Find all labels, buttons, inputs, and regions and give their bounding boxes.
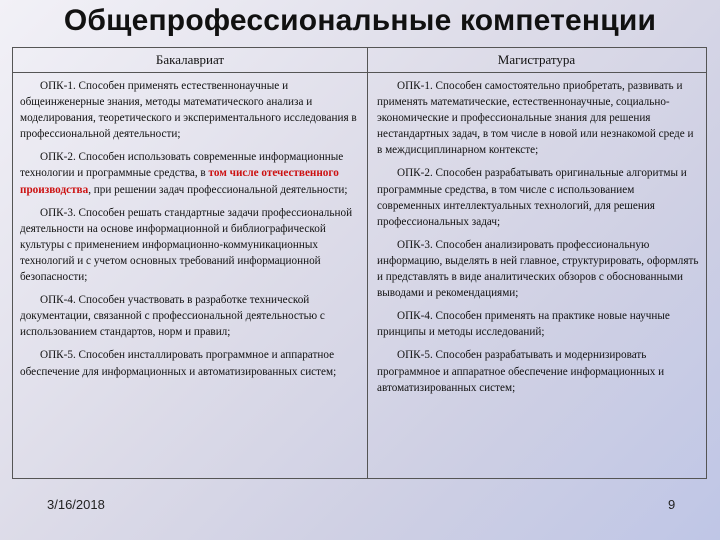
- header-master: Магистратура: [497, 52, 576, 67]
- header-bachelor: Бакалавриат: [155, 52, 225, 67]
- bachelor-competency-3: ОПК-3. Способен решать стандартные задачи профессиональной деятельности на основе информационной и библиографической культуры с применением информационно-коммуникационных технологий и с учетом основных требований информационной безопасности;: [20, 206, 353, 284]
- column-divider: [367, 48, 368, 478]
- master-column: [377, 78, 699, 403]
- slide-page-number: 9: [668, 497, 676, 512]
- highlight-domestic-production: том числе отечественного производства: [20, 167, 339, 196]
- bachelor-competency-1: ОПК-1. Способен применять естественнонаучные и общеинженерные знания, методы математического анализа и моделирования, теоретического и экспериментального исследования в профессиональной деятельности;: [20, 80, 357, 141]
- slide-title: Общепрофессиональные компетенции: [63, 4, 657, 37]
- bachelor-competency-5: ОПК-5. Способен инсталлировать программное и аппаратное обеспечение для информационных и автоматизированных систем;: [20, 349, 337, 378]
- competencies-table: [12, 47, 707, 479]
- master-competency-4: ОПК-4. Способен применять на практике новые научные принципы и методы исследований;: [377, 310, 670, 339]
- bachelor-competency-2: ОПК-2. Способен использовать современные информационные технологии и программные средства, в том числе отечественного производства, при решении задач профессиональной деятельности;: [20, 151, 348, 196]
- header-divider: [13, 72, 706, 73]
- master-competency-2: ОПК-2. Способен разрабатывать оригинальные алгоритмы и программные средства, в том числе с использованием современных интеллектуальных технологий, для решения профессиональных задач;: [377, 167, 687, 228]
- master-competency-5: ОПК-5. Способен разрабатывать и модернизировать программное и аппаратное обеспечение информационных и автоматизированных систем;: [377, 349, 665, 394]
- master-competency-1: ОПК-1. Способен самостоятельно приобретать, развивать и применять математические, естественнонаучные, социально-экономические и профессиональные знания для решения нестандартных задач, в том числе в новой или незнакомой среде и в междисциплинарном контексте;: [377, 80, 694, 157]
- bachelor-column: [20, 78, 360, 387]
- slide-date: 3/16/2018: [47, 497, 105, 512]
- master-competency-3: ОПК-3. Способен анализировать профессиональную информацию, выделять в ней главное, структурировать, оформлять и представлять в виде аналитических обзоров с обоснованными выводами и рекомендациями;: [377, 238, 699, 300]
- bachelor-competency-4: ОПК-4. Способен участвовать в разработке технической документации, связанной с профессиональной деятельностью с использованием стандартов, норм и правил;: [20, 294, 325, 339]
